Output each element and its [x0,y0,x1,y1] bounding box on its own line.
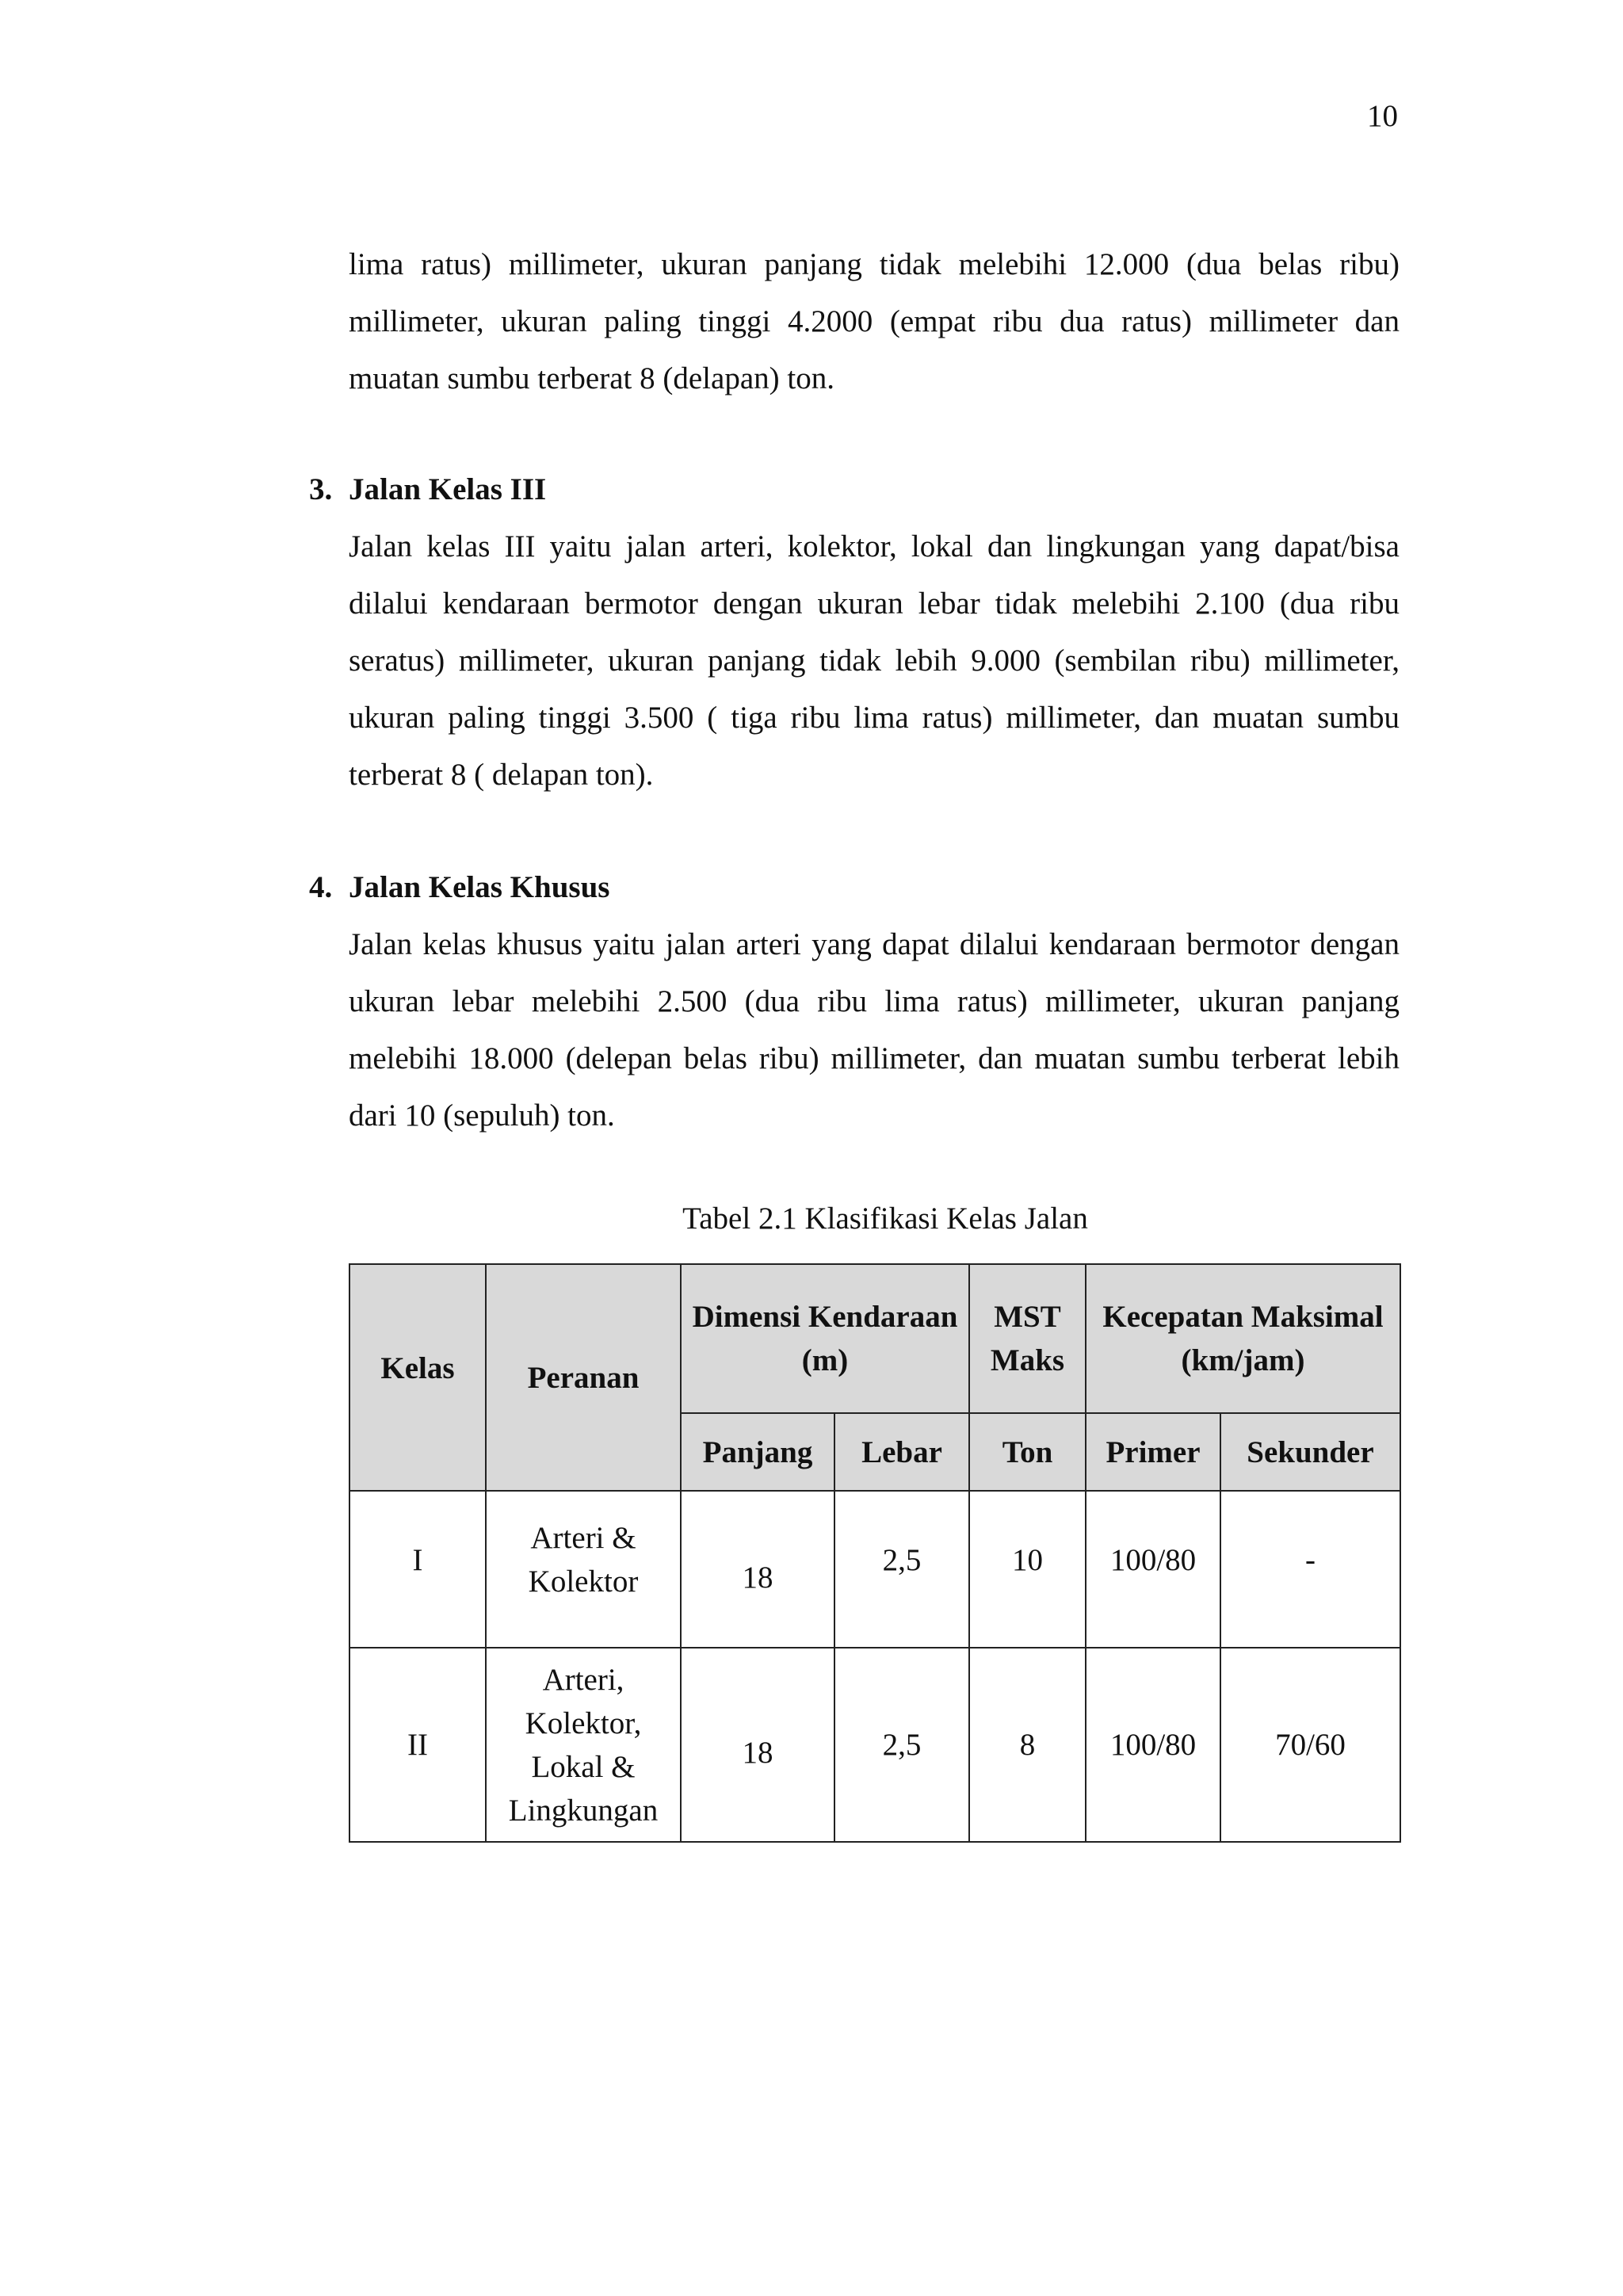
table-row [349,1491,1400,1648]
cell-kelas: I [349,1491,486,1648]
section-title: Jalan Kelas III [349,472,547,506]
cell-panjang: 18 [681,1648,834,1842]
section-number: 4. [309,870,333,904]
road-class-table [349,1263,1401,1843]
peranan-line: Arteri, [542,1662,624,1697]
header-sekunder: Sekunder [1220,1413,1400,1491]
cell-peranan [486,1648,681,1842]
section-title: Jalan Kelas Khusus [349,870,610,904]
cell-sekunder: - [1220,1491,1400,1648]
header-dimensi: Dimensi Kendaraan (m) [681,1264,969,1413]
page-number: 10 [1367,99,1398,133]
cell-kelas: II [349,1648,486,1842]
table-caption: Tabel 2.1 Klasifikasi Kelas Jalan [682,1201,1088,1236]
header-mst: MST Maks [969,1264,1086,1413]
table-row [349,1648,1400,1842]
header-kecepatan: Kecepatan Maksimal (km/jam) [1086,1264,1400,1413]
peranan-line: Kolektor, [525,1706,642,1740]
cell-ton: 8 [969,1648,1086,1842]
cell-lebar: 2,5 [834,1648,969,1842]
header-ton: Ton [969,1413,1086,1491]
peranan-line: Lingkungan [508,1793,659,1828]
section-body: Jalan kelas III yaitu jalan arteri, kolektor, lokal dan lingkungan yang dapat/bisa dilalui kendaraan bermotor dengan ukuran lebar tidak melebihi 2.100 (dua ribu seratus) millimeter, ukuran panjang tidak lebih 9.000 (sembilan ribu) millimeter, ukuran paling tinggi 3.500 ( tiga ribu lima ratus) millimeter, dan muatan sumbu terberat 8 ( delapan ton). [349,529,1400,792]
table-header-row [349,1264,1400,1413]
header-primer: Primer [1086,1413,1220,1491]
section-jalan-kelas-khusus [309,859,1400,1144]
cell-primer: 100/80 [1086,1648,1220,1842]
header-lebar: Lebar [834,1413,969,1491]
section-jalan-kelas-iii [309,461,1400,804]
cell-primer: 100/80 [1086,1491,1220,1648]
section-heading [309,461,1400,518]
peranan-line: Kolektor [528,1564,639,1599]
peranan-line: Arteri & [530,1521,636,1555]
header-peranan: Peranan [486,1264,681,1491]
cell-lebar: 2,5 [834,1491,969,1648]
cell-peranan [486,1491,681,1648]
cell-ton: 10 [969,1491,1086,1648]
section-body: Jalan kelas khusus yaitu jalan arteri yang dapat dilalui kendaraan bermotor dengan ukuran lebar melebihi 2.500 (dua ribu lima ratus) millimeter, ukuran panjang melebihi 18.000 (delepan belas ribu) millimeter, dan muatan sumbu terberat lebih dari 10 (sepuluh) ton. [349,927,1400,1133]
intro-paragraph: lima ratus) millimeter, ukuran panjang tidak melebihi 12.000 (dua belas ribu) millimeter, ukuran paling tinggi 4.2000 (empat ribu dua ratus) millimeter dan muatan sumbu terberat 8 (delapan) ton. [349,247,1400,395]
header-kelas: Kelas [349,1264,486,1491]
cell-panjang: 18 [681,1491,834,1648]
cell-sekunder: 70/60 [1220,1648,1400,1842]
section-number: 3. [309,472,333,506]
section-heading [309,859,1400,916]
header-panjang: Panjang [681,1413,834,1491]
peranan-line: Lokal & [531,1749,636,1784]
